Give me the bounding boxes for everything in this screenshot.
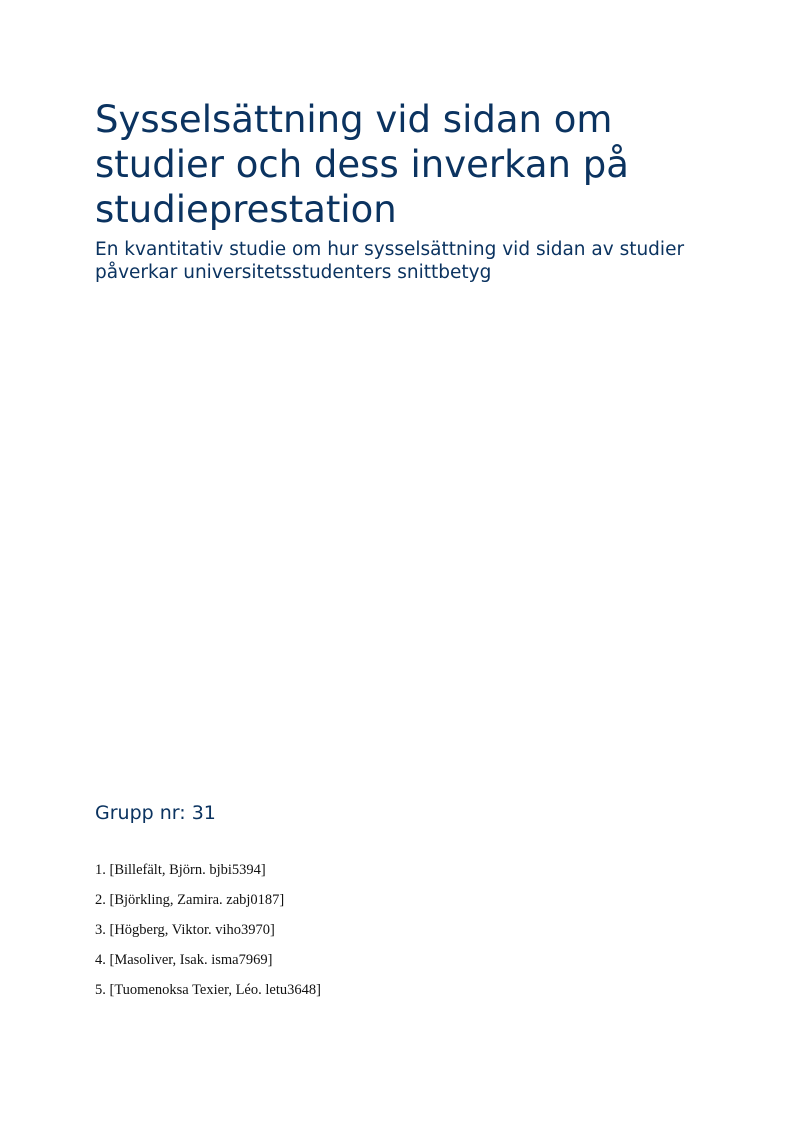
document-subtitle: En kvantitativ studie om hur sysselsättning vid sidan av studier påverkar universitetsstudenters snittbetyg bbox=[95, 239, 685, 283]
document-title: Sysselsättning vid sidan om studier och dess inverkan på studieprestation bbox=[95, 98, 629, 231]
member-item: 5. [Tuomenoksa Texier, Léo. letu3648] bbox=[95, 982, 321, 998]
member-item: 2. [Björkling, Zamira. zabj0187] bbox=[95, 892, 285, 908]
member-item: 1. [Billefält, Björn. bjbi5394] bbox=[95, 862, 266, 878]
member-item: 3. [Högberg, Viktor. viho3970] bbox=[95, 922, 275, 938]
group-number: Grupp nr: 31 bbox=[95, 802, 216, 824]
member-list bbox=[95, 859, 321, 1009]
member-item: 4. [Masoliver, Isak. isma7969] bbox=[95, 952, 273, 968]
